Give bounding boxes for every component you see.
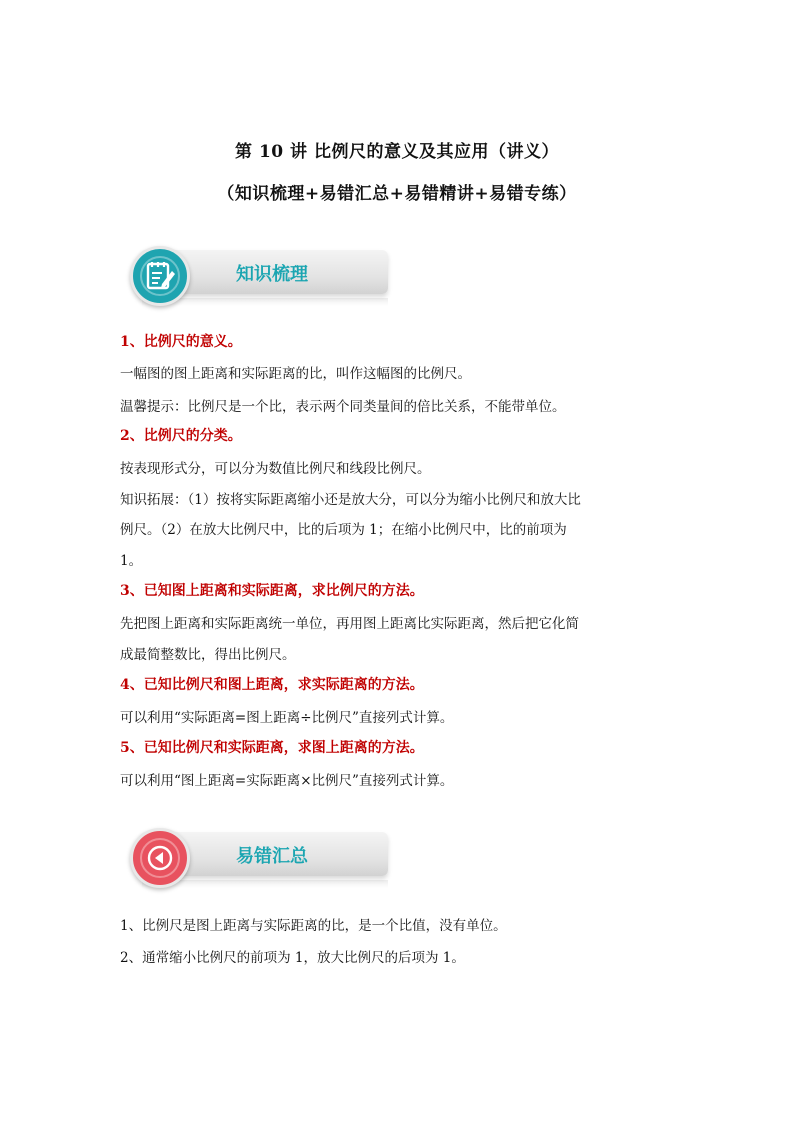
heading-meaning: 1、比例尺的意义。 bbox=[120, 334, 242, 350]
document-subtitle: （知识梳理+易错汇总+易错精讲+易错专练） bbox=[217, 184, 577, 204]
heading-find-scale: 3、已知图上距离和实际距离，求比例尺的方法。 bbox=[120, 583, 424, 599]
section-banner-knowledge bbox=[122, 248, 390, 304]
banner-icon-circle bbox=[130, 828, 190, 888]
text-line: 知识拓展：（1）按将实际距离缩小还是放大分，可以分为缩小比例尺和放大比 bbox=[120, 492, 581, 508]
text-line: 温馨提示：比例尺是一个比，表示两个同类量间的倍比关系，不能带单位。 bbox=[120, 399, 566, 415]
text-line: 1。 bbox=[120, 553, 143, 569]
section-banner-common-mistakes bbox=[122, 830, 390, 886]
text-line: 先把图上距离和实际距离统一单位，再用图上距离比实际距离，然后把它化简 bbox=[120, 616, 579, 632]
text-line: 可以利用“图上距离=实际距离×比例尺”直接列式计算。 bbox=[120, 773, 454, 789]
text-line: 按表现形式分，可以分为数值比例尺和线段比例尺。 bbox=[120, 461, 431, 477]
notepad-pen-icon bbox=[133, 249, 187, 303]
document-title: 第 10 讲 比例尺的意义及其应用（讲义） bbox=[235, 142, 559, 162]
text-line: 成最简整数比，得出比例尺。 bbox=[120, 647, 296, 663]
play-back-icon bbox=[133, 831, 187, 885]
text-line: 2、通常缩小比例尺的前项为 1，放大比例尺的后项为 1。 bbox=[120, 950, 465, 966]
banner-label: 知识梳理 bbox=[236, 264, 308, 285]
text-line: 1、比例尺是图上距离与实际距离的比，是一个比值，没有单位。 bbox=[120, 918, 507, 934]
text-line: 例尺。（2）在放大比例尺中，比的后项为 1；在缩小比例尺中，比的前项为 bbox=[120, 522, 567, 538]
heading-classification: 2、比例尺的分类。 bbox=[120, 428, 242, 444]
heading-find-map-distance: 5、已知比例尺和实际距离，求图上距离的方法。 bbox=[120, 740, 424, 756]
banner-icon-circle bbox=[130, 246, 190, 306]
heading-find-actual-distance: 4、已知比例尺和图上距离，求实际距离的方法。 bbox=[120, 677, 424, 693]
text-line: 一幅图的图上距离和实际距离的比，叫作这幅图的比例尺。 bbox=[120, 366, 471, 382]
banner-label: 易错汇总 bbox=[236, 846, 308, 867]
text-line: 可以利用“实际距离=图上距离÷比例尺”直接列式计算。 bbox=[120, 710, 454, 726]
